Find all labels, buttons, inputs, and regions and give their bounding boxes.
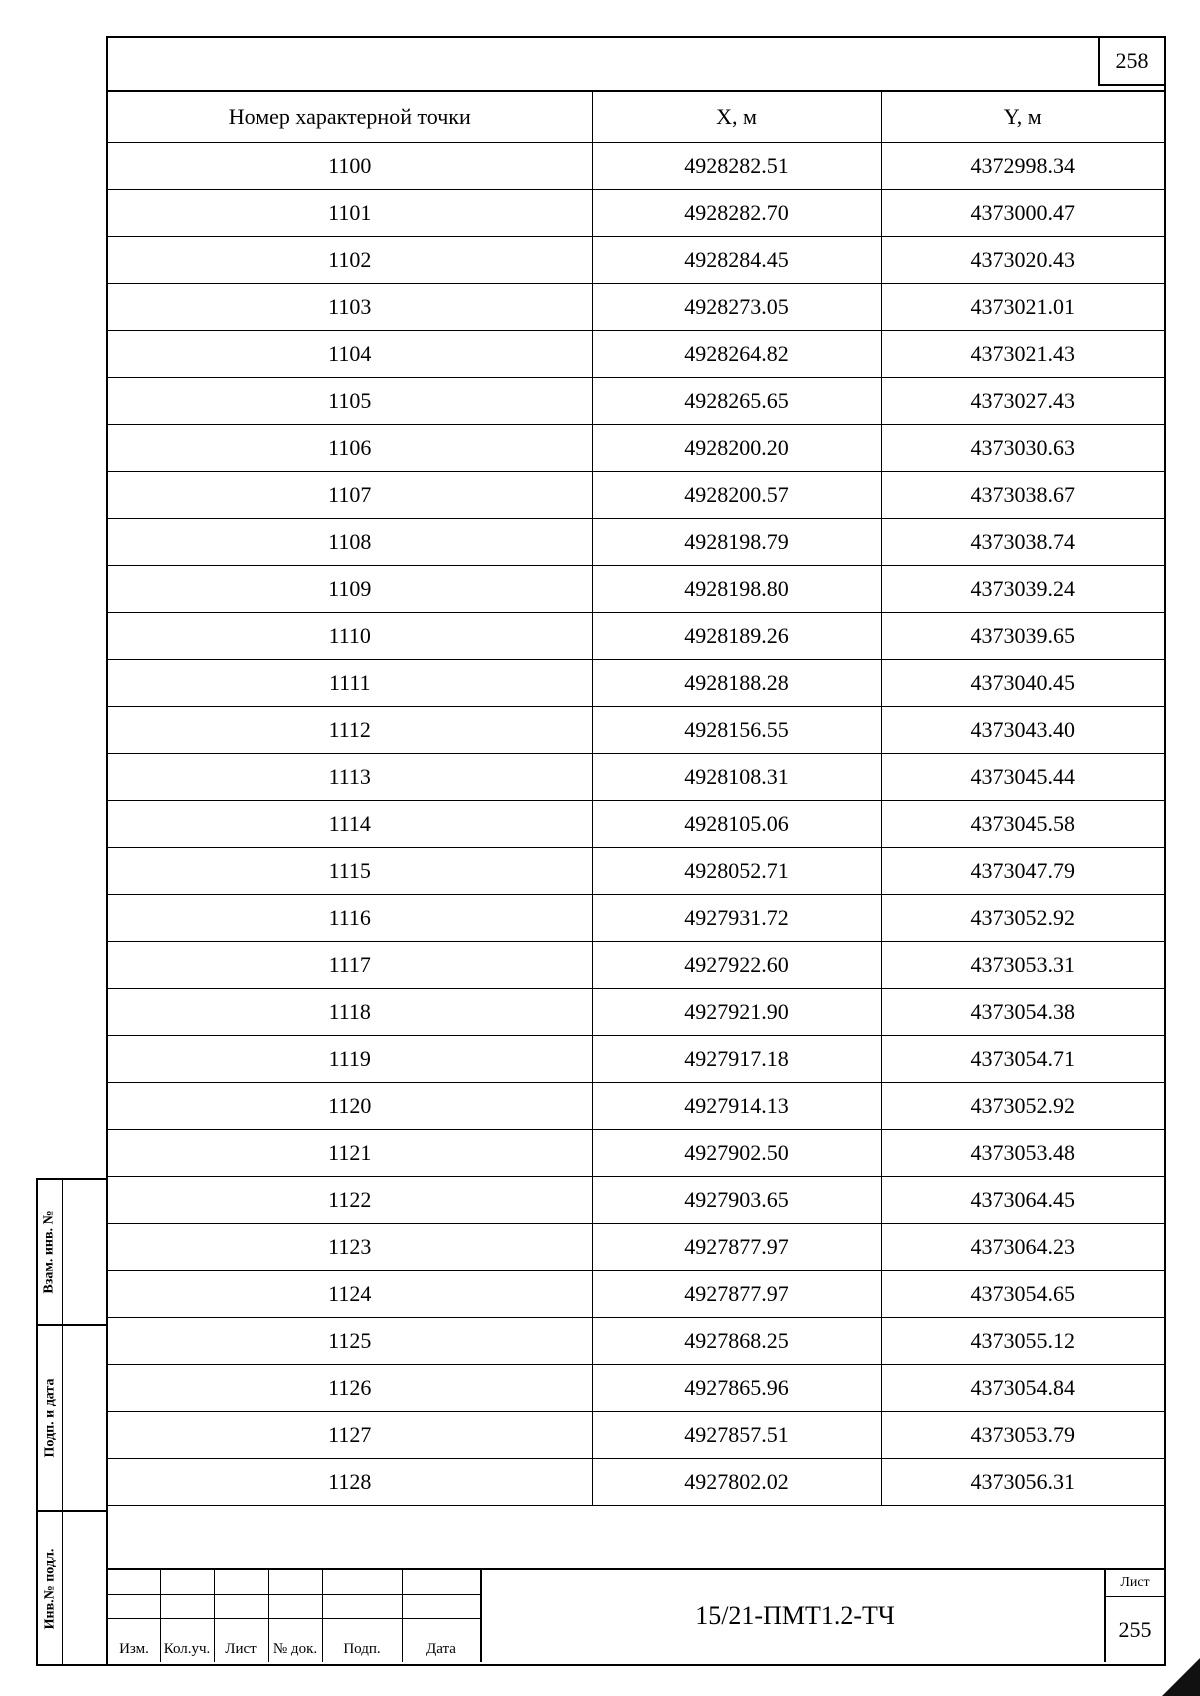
corner-mark bbox=[1162, 1658, 1200, 1696]
cell-x: 4927802.02 bbox=[592, 1459, 881, 1506]
table-row bbox=[108, 143, 1164, 190]
cell-x: 4927917.18 bbox=[592, 1036, 881, 1083]
table-row bbox=[108, 1224, 1164, 1271]
cell-point-number: 1127 bbox=[108, 1412, 592, 1459]
cell-point-number: 1107 bbox=[108, 472, 592, 519]
cell-point-number: 1114 bbox=[108, 801, 592, 848]
cell-y: 4373039.65 bbox=[881, 613, 1164, 660]
table-row bbox=[108, 331, 1164, 378]
cell-x: 4927922.60 bbox=[592, 942, 881, 989]
cell-y: 4373064.45 bbox=[881, 1177, 1164, 1224]
table-row bbox=[108, 1318, 1164, 1365]
side-label-original-inventory: Инв.№ подл. bbox=[42, 1548, 57, 1630]
cell-y: 4373053.48 bbox=[881, 1130, 1164, 1177]
col-label-doc-number: № док. bbox=[272, 1641, 318, 1657]
cell-point-number: 1113 bbox=[108, 754, 592, 801]
cell-x: 4928198.80 bbox=[592, 566, 881, 613]
sheet-number: 255 bbox=[1118, 1617, 1152, 1642]
cell-x: 4928265.65 bbox=[592, 378, 881, 425]
header-point-number: Номер характерной точки bbox=[108, 91, 592, 143]
cell-x: 4928108.31 bbox=[592, 754, 881, 801]
table-row bbox=[108, 1412, 1164, 1459]
cell-y: 4373056.31 bbox=[881, 1459, 1164, 1506]
table-row bbox=[108, 519, 1164, 566]
cell-point-number: 1125 bbox=[108, 1318, 592, 1365]
cell-x: 4928200.57 bbox=[592, 472, 881, 519]
side-stamp bbox=[36, 1178, 106, 1666]
cell-x: 4927857.51 bbox=[592, 1412, 881, 1459]
cell-y: 4373045.58 bbox=[881, 801, 1164, 848]
table-row bbox=[108, 1271, 1164, 1318]
cell-point-number: 1100 bbox=[108, 143, 592, 190]
cell-y: 4373047.79 bbox=[881, 848, 1164, 895]
sheet-label: Лист bbox=[1106, 1570, 1164, 1597]
cell-x: 4928282.70 bbox=[592, 190, 881, 237]
side-label-replacement: Взам. инв. № bbox=[42, 1210, 58, 1294]
cell-y: 4373021.43 bbox=[881, 331, 1164, 378]
cell-x: 4928198.79 bbox=[592, 519, 881, 566]
table-row bbox=[108, 1459, 1164, 1506]
table-row bbox=[108, 378, 1164, 425]
table-row bbox=[108, 942, 1164, 989]
cell-y: 4373040.45 bbox=[881, 660, 1164, 707]
coordinates-table bbox=[108, 90, 1164, 1506]
cell-x: 4927877.97 bbox=[592, 1224, 881, 1271]
table-body bbox=[108, 143, 1164, 1506]
cell-point-number: 1110 bbox=[108, 613, 592, 660]
cell-y: 4373054.71 bbox=[881, 1036, 1164, 1083]
cell-x: 4928200.20 bbox=[592, 425, 881, 472]
table-row bbox=[108, 472, 1164, 519]
cell-y: 4373021.01 bbox=[881, 284, 1164, 331]
table-row bbox=[108, 1177, 1164, 1224]
cell-y: 4373054.84 bbox=[881, 1365, 1164, 1412]
header-x: X, м bbox=[592, 91, 881, 143]
cell-x: 4927868.25 bbox=[592, 1318, 881, 1365]
cell-y: 4373053.31 bbox=[881, 942, 1164, 989]
table-row bbox=[108, 1130, 1164, 1177]
cell-point-number: 1116 bbox=[108, 895, 592, 942]
cell-x: 4928189.26 bbox=[592, 613, 881, 660]
table-row bbox=[108, 989, 1164, 1036]
table-row bbox=[108, 660, 1164, 707]
cell-point-number: 1102 bbox=[108, 237, 592, 284]
cell-y: 4373043.40 bbox=[881, 707, 1164, 754]
table-row bbox=[108, 1365, 1164, 1412]
cell-point-number: 1112 bbox=[108, 707, 592, 754]
table-row bbox=[108, 425, 1164, 472]
cell-y: 4373052.92 bbox=[881, 1083, 1164, 1130]
side-separator bbox=[62, 1180, 63, 1664]
col-label-izm: Изм. bbox=[119, 1641, 149, 1657]
cell-y: 4373038.74 bbox=[881, 519, 1164, 566]
cell-y: 4373055.12 bbox=[881, 1318, 1164, 1365]
cell-y: 4373054.38 bbox=[881, 989, 1164, 1036]
header-y: Y, м bbox=[881, 91, 1164, 143]
table-row bbox=[108, 1036, 1164, 1083]
table-row bbox=[108, 707, 1164, 754]
side-label-signature-date: Подп. и дата bbox=[42, 1378, 57, 1458]
cell-point-number: 1117 bbox=[108, 942, 592, 989]
title-block bbox=[108, 1568, 1164, 1664]
cell-point-number: 1103 bbox=[108, 284, 592, 331]
table-row bbox=[108, 613, 1164, 660]
table-row bbox=[108, 1083, 1164, 1130]
cell-point-number: 1123 bbox=[108, 1224, 592, 1271]
cell-point-number: 1106 bbox=[108, 425, 592, 472]
revision-grid bbox=[108, 1570, 480, 1662]
cell-point-number: 1101 bbox=[108, 190, 592, 237]
cell-point-number: 1111 bbox=[108, 660, 592, 707]
cell-x: 4927902.50 bbox=[592, 1130, 881, 1177]
cell-y: 4373020.43 bbox=[881, 237, 1164, 284]
cell-x: 4928284.45 bbox=[592, 237, 881, 284]
cell-point-number: 1104 bbox=[108, 331, 592, 378]
sheet-cell bbox=[1104, 1570, 1164, 1662]
grid-line bbox=[108, 1618, 480, 1619]
cell-point-number: 1108 bbox=[108, 519, 592, 566]
cell-point-number: 1118 bbox=[108, 989, 592, 1036]
cell-point-number: 1120 bbox=[108, 1083, 592, 1130]
cell-x: 4927865.96 bbox=[592, 1365, 881, 1412]
cell-y: 4373064.23 bbox=[881, 1224, 1164, 1271]
cell-point-number: 1124 bbox=[108, 1271, 592, 1318]
cell-x: 4928282.51 bbox=[592, 143, 881, 190]
table-row bbox=[108, 848, 1164, 895]
cell-point-number: 1128 bbox=[108, 1459, 592, 1506]
table-row bbox=[108, 284, 1164, 331]
cell-y: 4373039.24 bbox=[881, 566, 1164, 613]
col-label-list: Лист bbox=[225, 1641, 257, 1657]
cell-x: 4927877.97 bbox=[592, 1271, 881, 1318]
cell-point-number: 1115 bbox=[108, 848, 592, 895]
document-code: 15/21-ПМТ1.2-ТЧ bbox=[480, 1570, 1108, 1662]
table-row bbox=[108, 237, 1164, 284]
cell-x: 4928052.71 bbox=[592, 848, 881, 895]
table-row bbox=[108, 566, 1164, 613]
col-label-kol-uch: Кол.уч. bbox=[163, 1641, 211, 1657]
cell-point-number: 1122 bbox=[108, 1177, 592, 1224]
drawing-frame bbox=[106, 36, 1166, 1666]
table-row bbox=[108, 801, 1164, 848]
table-row bbox=[108, 895, 1164, 942]
table-header-row bbox=[108, 91, 1164, 143]
cell-x: 4928264.82 bbox=[592, 331, 881, 378]
cell-y: 4373038.67 bbox=[881, 472, 1164, 519]
cell-y: 4373052.92 bbox=[881, 895, 1164, 942]
cell-x: 4928156.55 bbox=[592, 707, 881, 754]
cell-point-number: 1105 bbox=[108, 378, 592, 425]
table-row bbox=[108, 190, 1164, 237]
col-label-signature: Подп. bbox=[343, 1641, 381, 1657]
cell-point-number: 1119 bbox=[108, 1036, 592, 1083]
cell-point-number: 1109 bbox=[108, 566, 592, 613]
cell-y: 4373053.79 bbox=[881, 1412, 1164, 1459]
cell-x: 4928188.28 bbox=[592, 660, 881, 707]
page-number-top: 258 bbox=[1098, 38, 1164, 86]
grid-line bbox=[108, 1594, 480, 1595]
cell-x: 4928105.06 bbox=[592, 801, 881, 848]
table-row bbox=[108, 754, 1164, 801]
cell-y: 4373045.44 bbox=[881, 754, 1164, 801]
cell-x: 4927914.13 bbox=[592, 1083, 881, 1130]
cell-x: 4927921.90 bbox=[592, 989, 881, 1036]
cell-point-number: 1121 bbox=[108, 1130, 592, 1177]
col-label-date: Дата bbox=[426, 1641, 456, 1657]
cell-y: 4373027.43 bbox=[881, 378, 1164, 425]
cell-point-number: 1126 bbox=[108, 1365, 592, 1412]
cell-x: 4928273.05 bbox=[592, 284, 881, 331]
cell-x: 4927931.72 bbox=[592, 895, 881, 942]
cell-y: 4373030.63 bbox=[881, 425, 1164, 472]
cell-y: 4372998.34 bbox=[881, 143, 1164, 190]
cell-y: 4373054.65 bbox=[881, 1271, 1164, 1318]
cell-y: 4373000.47 bbox=[881, 190, 1164, 237]
cell-x: 4927903.65 bbox=[592, 1177, 881, 1224]
